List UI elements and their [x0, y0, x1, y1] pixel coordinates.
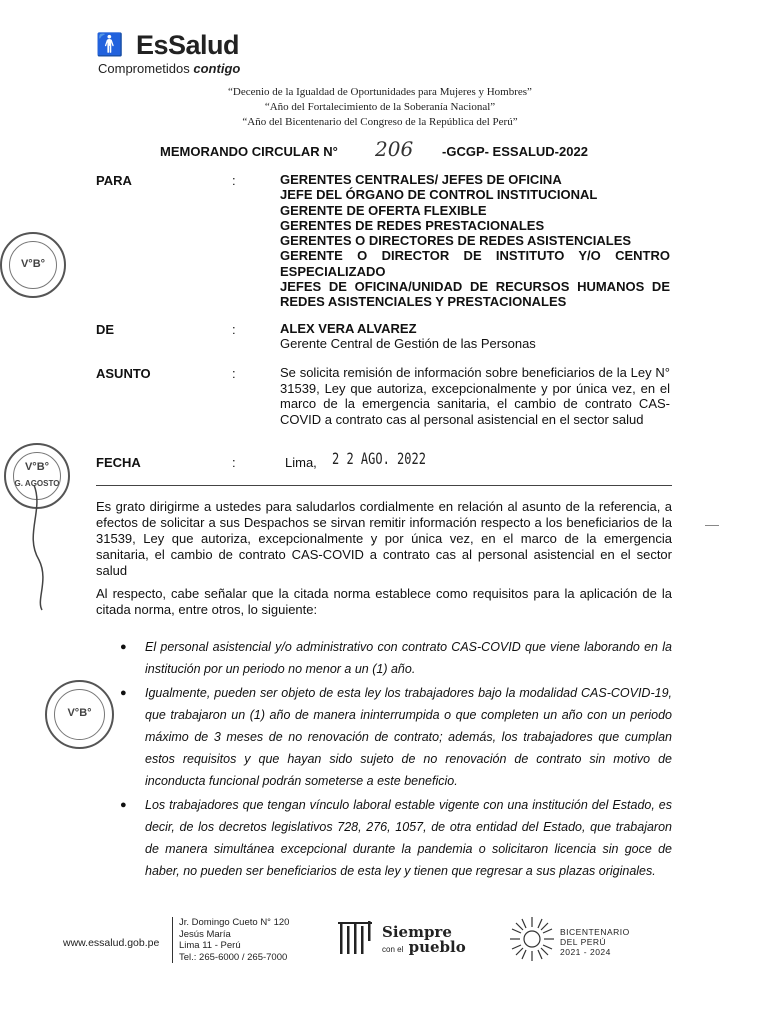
fecha-label: FECHA	[96, 455, 141, 470]
logo-tagline: Comprometidos contigo	[98, 61, 241, 76]
recipient: JEFE DEL ÓRGANO DE CONTROL INSTITUCIONAL	[280, 187, 598, 203]
asunto-label: ASUNTO	[96, 366, 151, 381]
footer-address: Jr. Domingo Cueto N° 120 Jesús María Lima 11 - Perú Tel.: 265-6000 / 265-7000	[172, 917, 289, 963]
sender-name: ALEX VERA ALVAREZ	[280, 321, 417, 336]
recipient: GERENTE O DIRECTOR DE INSTITUTO Y/O CENTRO ESPECIALIZADO	[280, 248, 670, 279]
bullet-icon: ●	[120, 799, 127, 811]
asunto-colon: :	[232, 366, 236, 381]
fecha-colon: :	[232, 455, 236, 470]
para-label: PARA	[96, 173, 132, 188]
body-paragraph-1: Es grato dirigirme a ustedes para saludarlos cordialmente en relación al asunto de la referencia, a efectos de solicitar a sus Despachos se sirvan remitir información respecto a los beneficiarios de la 31539, Ley que autoriza, excepcionalmente y por única vez, en el marco de la emergencia sanitaria, el cambio de contrato CAS-COVID a contrato cas al personal asistencial en el sector salud	[96, 499, 672, 578]
approval-stamp-1: V°B°	[0, 232, 66, 298]
siempre-logo-text: Siempre con el pueblo	[382, 923, 466, 956]
sender-position: Gerente Central de Gestión de las Personas	[280, 336, 536, 351]
decenio-line-2: “Año del Fortalecimiento de la Soberanía Nacional”	[264, 101, 496, 113]
list-item: ● El personal asistencial y/o administrativo con contrato CAS-COVID que viene laborando en la institución por un periodo no menor a un (1) año.	[120, 636, 672, 680]
bicentenario-logo-icon	[508, 915, 556, 963]
fecha-city: Lima,	[285, 455, 317, 470]
essalud-logo	[96, 28, 276, 83]
signature-mark	[14, 480, 54, 615]
memo-title: MEMORANDO CIRCULAR N°	[160, 144, 338, 159]
para-colon: :	[232, 173, 236, 188]
de-colon: :	[232, 322, 236, 337]
list-item: ● Igualmente, pueden ser objeto de esta ley los trabajadores bajo la modalidad CAS-COVID-19, que trabajaron un (1) año de manera ininterrumpida o que completen un año con un periodo máximo de 3 meses de no renovación de contrato; además, los trabajadores que cumplan estos requisitos y que hayan sido sujeto de no renovación de contrato sin motivo de inconducta funcional podrán someterse a este beneficio.	[120, 682, 672, 792]
scan-mark	[705, 525, 719, 526]
bullet-icon: ●	[120, 641, 127, 653]
memo-code: -GCGP- ESSALUD-2022	[442, 144, 588, 159]
subject-text: Se solicita remisión de información sobre beneficiarios de la Ley N° 31539, Ley que autoriza, excepcionalmente y por única vez, en el marco de la emergencia sanitaria, el cambio de contrato CAS-COVID a contrato cas al personal asistencial en el sector salud	[280, 365, 670, 427]
para-recipients	[280, 172, 670, 310]
approval-stamp-2: V°B° G. AGOSTO	[4, 443, 70, 509]
body-paragraph-2: Al respecto, cabe señalar que la citada norma establece como requisitos para la aplicación de la citada norma, entre otros, lo siguiente:	[96, 586, 672, 617]
requirements-list	[120, 636, 672, 884]
decenio-line-3: “Año del Bicentenario del Congreso de la República del Perú”	[242, 116, 518, 128]
family-figures-icon: 🚹	[96, 32, 121, 57]
siempre-logo-icon	[337, 918, 377, 958]
bullet-icon: ●	[120, 687, 127, 699]
logo-brand: EsSalud	[136, 30, 240, 60]
recipient: JEFES DE OFICINA/UNIDAD DE RECURSOS HUMANOS DE REDES ASISTENCIALES Y PRESTACIONALES	[280, 279, 670, 310]
list-item: ● Los trabajadores que tengan vínculo laboral estable vigente con una institución del Estado, es decir, de los decretos legislativos 728, 276, 1057, de otra entidad del Estado, que trabajaron de manera simultánea excepcional durante la pandemia o solicitaron licencia sin goce de haber, no pueden ser beneficiarios de esta ley y tienen que regresar a sus plazas originales.	[120, 794, 672, 882]
recipient: GERENTES DE REDES PRESTACIONALES	[280, 217, 545, 233]
de-label: DE	[96, 322, 115, 337]
memo-number-handwritten: 206	[375, 137, 414, 161]
date-stamp: 2 2 AGO. 2022	[332, 449, 426, 468]
header-divider	[96, 485, 672, 486]
bicentenario-logo-text: BICENTENARIO DEL PERÚ 2021 - 2024	[560, 927, 630, 957]
approval-stamp-3: V°B°	[45, 680, 114, 749]
recipient: GERENTES CENTRALES/ JEFES DE OFICINA	[280, 172, 562, 187]
recipient: GERENTES O DIRECTORES DE REDES ASISTENCIALES	[280, 233, 632, 249]
decenio-line-1: “Decenio de la Igualdad de Oportunidades para Mujeres y Hombres”	[228, 86, 532, 98]
recipient: GERENTE DE OFERTA FLEXIBLE	[280, 202, 487, 218]
footer-website[interactable]: www.essalud.gob.pe	[63, 937, 160, 949]
